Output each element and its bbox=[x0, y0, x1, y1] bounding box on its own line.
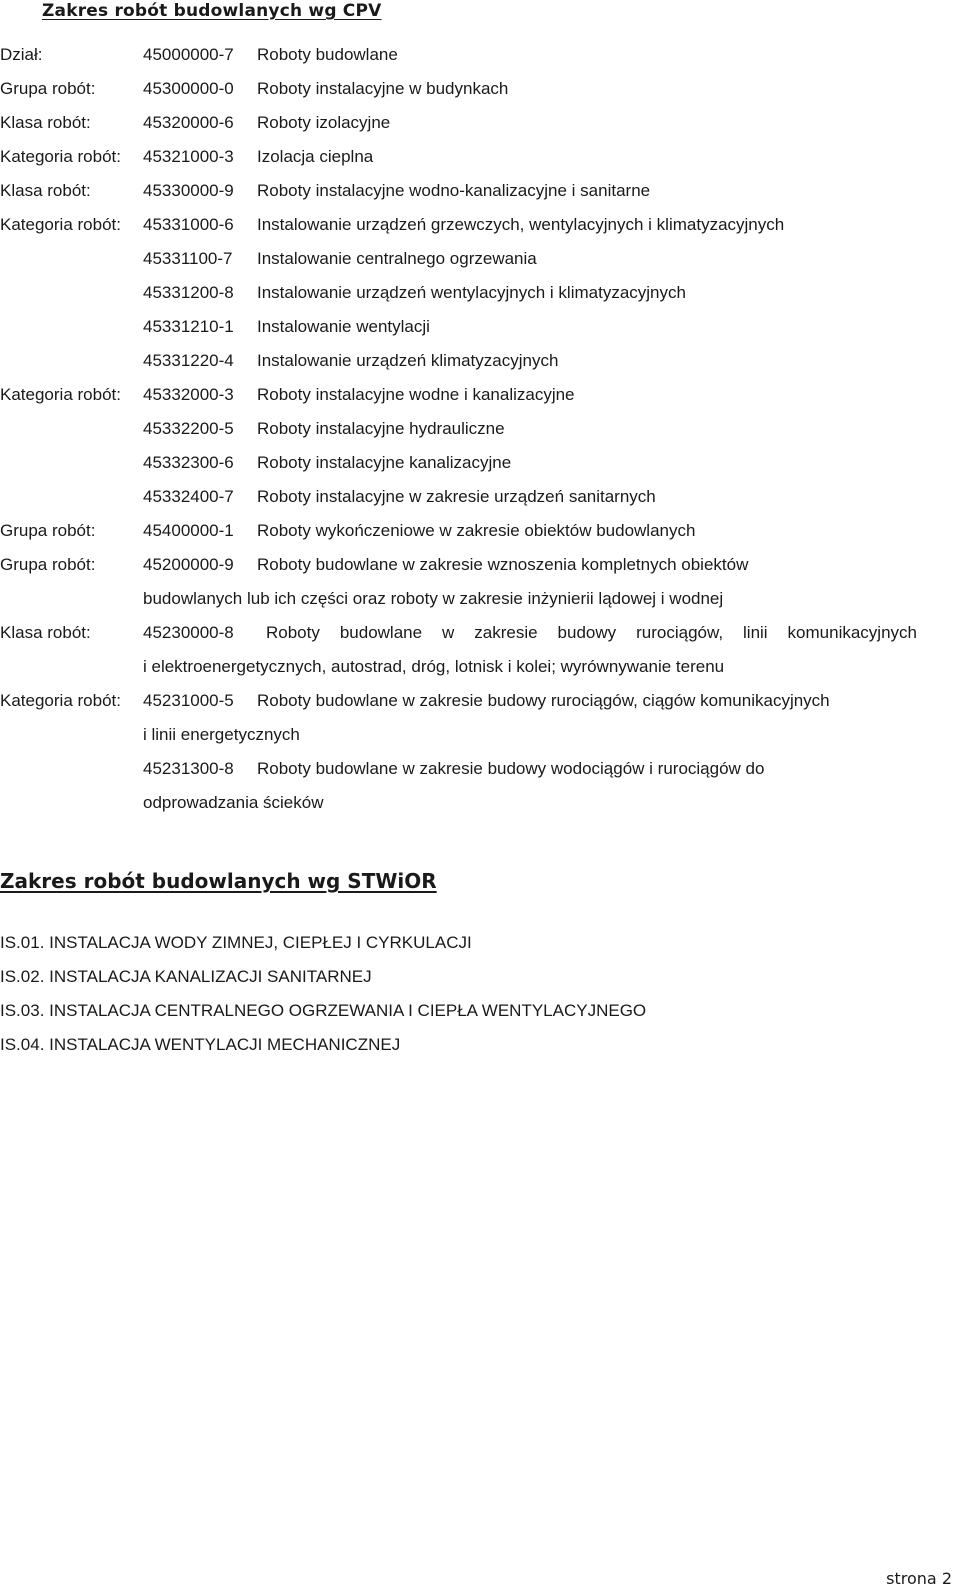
cpv-row-description: Roboty budowlane w zakresie wznoszenia kompletnych obiektów bbox=[257, 555, 749, 574]
cpv-row-continuation-text: i linii energetycznych bbox=[143, 725, 300, 744]
cpv-row-description: Izolacja cieplna bbox=[257, 147, 374, 166]
cpv-row-label: Klasa robót: bbox=[0, 113, 91, 132]
cpv-row-description: Roboty instalacyjne kanalizacyjne bbox=[257, 453, 512, 472]
cpv-row-label: Kategoria robót: bbox=[0, 147, 121, 166]
cpv-row-label: Kategoria robót: bbox=[0, 215, 121, 234]
cpv-row-continuation-text: budowlanych lub ich części oraz roboty w zakresie inżynierii lądowej i wodnej bbox=[143, 589, 724, 608]
cpv-row-code: 45330000-9 bbox=[143, 181, 234, 200]
cpv-row-label: Dział: bbox=[0, 45, 43, 64]
cpv-row-code: 45331100-7 bbox=[143, 249, 233, 268]
cpv-row-code: 45231300-8 bbox=[143, 759, 234, 778]
cpv-row-continuation-text: i elektroenergetycznych, autostrad, dróg, lotnisk i kolei; wyrównywanie terenu bbox=[143, 657, 725, 676]
cpv-row-code: 45332000-3 bbox=[143, 385, 234, 404]
cpv-row-code: 45000000-7 bbox=[143, 45, 234, 64]
cpv-row-description: Roboty budowlane w zakresie budowy rurociągów, ciągów komunikacyjnych bbox=[257, 691, 830, 710]
cpv-row-code: 45332400-7 bbox=[143, 487, 234, 506]
cpv-row-code: 45320000-6 bbox=[143, 113, 234, 132]
stwior-list-item: IS.04. INSTALACJA WENTYLACJI MECHANICZNEJ bbox=[0, 1035, 401, 1054]
cpv-row-description: Roboty budowlane bbox=[257, 45, 398, 64]
cpv-row-code: 45300000-0 bbox=[143, 79, 234, 98]
cpv-row-code: 45332200-5 bbox=[143, 419, 234, 438]
cpv-row-description: Instalowanie urządzeń wentylacyjnych i klimatyzacyjnych bbox=[257, 283, 686, 302]
stwior-list-item: IS.03. INSTALACJA CENTRALNEGO OGRZEWANIA I CIEPŁA WENTYLACYJNEGO bbox=[0, 1001, 647, 1020]
cpv-row-description: Instalowanie wentylacji bbox=[257, 317, 430, 336]
cpv-row-continuation-text: odprowadzania ścieków bbox=[143, 793, 324, 812]
cpv-row-description: Instalowanie urządzeń klimatyzacyjnych bbox=[257, 351, 559, 370]
cpv-row-description: Roboty instalacyjne w zakresie urządzeń sanitarnych bbox=[257, 487, 656, 506]
cpv-row-description: Instalowanie urządzeń grzewczych, wentylacyjnych i klimatyzacyjnych bbox=[257, 215, 785, 234]
cpv-row-label: Grupa robót: bbox=[0, 79, 96, 98]
cpv-row-code: 45321000-3 bbox=[143, 147, 234, 166]
cpv-row-description: Roboty budowlane w zakresie budowy wodociągów i rurociągów do bbox=[257, 759, 765, 778]
cpv-row-description: Roboty budowlane w zakresie budowy rurociągów, linii komunikacyjnych bbox=[266, 623, 917, 642]
cpv-row-code: 45331220-4 bbox=[143, 351, 234, 370]
stwior-list-item: IS.01. INSTALACJA WODY ZIMNEJ, CIEPŁEJ I CYRKULACJI bbox=[0, 933, 472, 952]
cpv-row-description: Roboty instalacyjne wodne i kanalizacyjne bbox=[257, 385, 575, 404]
cpv-row-code: 45231000-5 bbox=[143, 691, 234, 710]
cpv-row-label: Kategoria robót: bbox=[0, 385, 121, 404]
cpv-row-code: 45331210-1 bbox=[143, 317, 234, 336]
cpv-row-label: Kategoria robót: bbox=[0, 691, 121, 710]
cpv-row-code: 45200000-9 bbox=[143, 555, 234, 574]
cpv-row-description: Roboty instalacyjne w budynkach bbox=[257, 79, 509, 98]
cpv-row-label: Grupa robót: bbox=[0, 555, 96, 574]
cpv-row-description: Roboty izolacyjne bbox=[257, 113, 391, 132]
page-number: strona 2 bbox=[886, 1569, 952, 1588]
stwior-section-title: Zakres robót budowlanych wg STWiOR bbox=[0, 869, 437, 893]
cpv-row-code: 45331200-8 bbox=[143, 283, 234, 302]
cpv-row-code: 45332300-6 bbox=[143, 453, 234, 472]
cpv-row-description: Roboty wykończeniowe w zakresie obiektów budowlanych bbox=[257, 521, 696, 540]
cpv-row-code: 45400000-1 bbox=[143, 521, 234, 540]
cpv-row-description: Roboty instalacyjne hydrauliczne bbox=[257, 419, 505, 438]
cpv-row-description: Roboty instalacyjne wodno-kanalizacyjne i sanitarne bbox=[257, 181, 651, 200]
cpv-row-label: Klasa robót: bbox=[0, 623, 91, 642]
cpv-section-title: Zakres robót budowlanych wg CPV bbox=[42, 1, 382, 21]
cpv-row-label: Klasa robót: bbox=[0, 181, 91, 200]
cpv-row-description: Instalowanie centralnego ogrzewania bbox=[257, 249, 537, 268]
stwior-list-item: IS.02. INSTALACJA KANALIZACJI SANITARNEJ bbox=[0, 967, 372, 986]
cpv-row-label: Grupa robót: bbox=[0, 521, 96, 540]
cpv-row bbox=[0, 622, 960, 656]
cpv-row-code: 45331000-6 bbox=[143, 215, 234, 234]
cpv-row-code: 45230000-8 bbox=[143, 623, 234, 642]
